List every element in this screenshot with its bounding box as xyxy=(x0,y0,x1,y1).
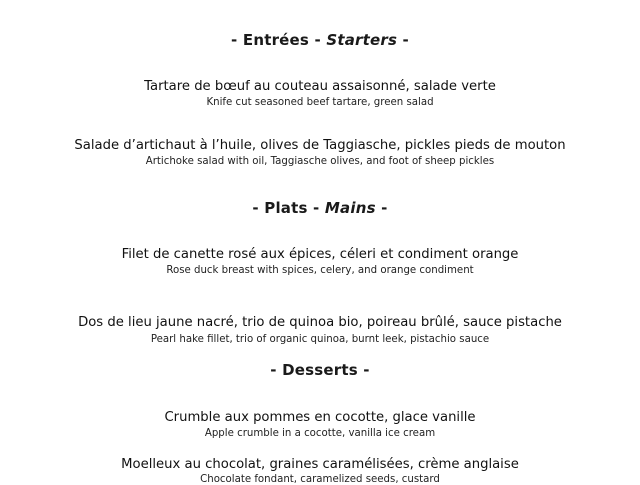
dish-name-french: Tartare de bœuf au couteau assaisonné, salade verte xyxy=(144,79,496,94)
section-heading-starters xyxy=(0,31,640,49)
section-heading-desserts: - Desserts - xyxy=(270,361,370,379)
heading-dash: - xyxy=(375,199,388,217)
dish-name-english: Pearl hake fillet, trio of organic quinoa, burnt leek, pistachio sauce xyxy=(150,334,490,345)
heading-english: Starters xyxy=(326,31,398,49)
dish-name-french: Filet de canette rosé aux épices, céleri et condiment orange xyxy=(121,247,519,262)
heading-dash: - xyxy=(397,31,409,49)
dish-name-english: Artichoke salad with oil, Taggiasche olives, and foot of sheep pickles xyxy=(145,156,495,167)
heading-separator: - xyxy=(309,31,327,49)
heading-french: Entrées xyxy=(242,31,310,49)
dish-name-english: Rose duck breast with spices, celery, and orange condiment xyxy=(166,265,474,276)
section-heading-mains xyxy=(0,199,640,217)
heading-dash: - xyxy=(231,31,243,49)
heading-english: Mains xyxy=(324,199,376,217)
dish-name-french: Dos de lieu jaune nacré, trio de quinoa bio, poireau brûlé, sauce pistache xyxy=(78,315,562,330)
dish-name-english: Knife cut seasoned beef tartare, green salad xyxy=(206,97,434,108)
dish-name-french: Salade d’artichaut à l’huile, olives de Taggiasche, pickles pieds de mouton xyxy=(74,138,566,153)
heading-dash: - xyxy=(252,199,265,217)
heading-separator: - xyxy=(307,199,325,217)
heading-french: Plats xyxy=(264,199,308,217)
dish-name-english: Chocolate fondant, caramelized seeds, custard xyxy=(200,474,440,485)
dish-name-french: Crumble aux pommes en cocotte, glace vanille xyxy=(164,410,476,425)
dish-name-french: Moelleux au chocolat, graines caramélisées, crème anglaise xyxy=(121,457,519,472)
dish-name-english: Apple crumble in a cocotte, vanilla ice cream xyxy=(204,428,436,439)
